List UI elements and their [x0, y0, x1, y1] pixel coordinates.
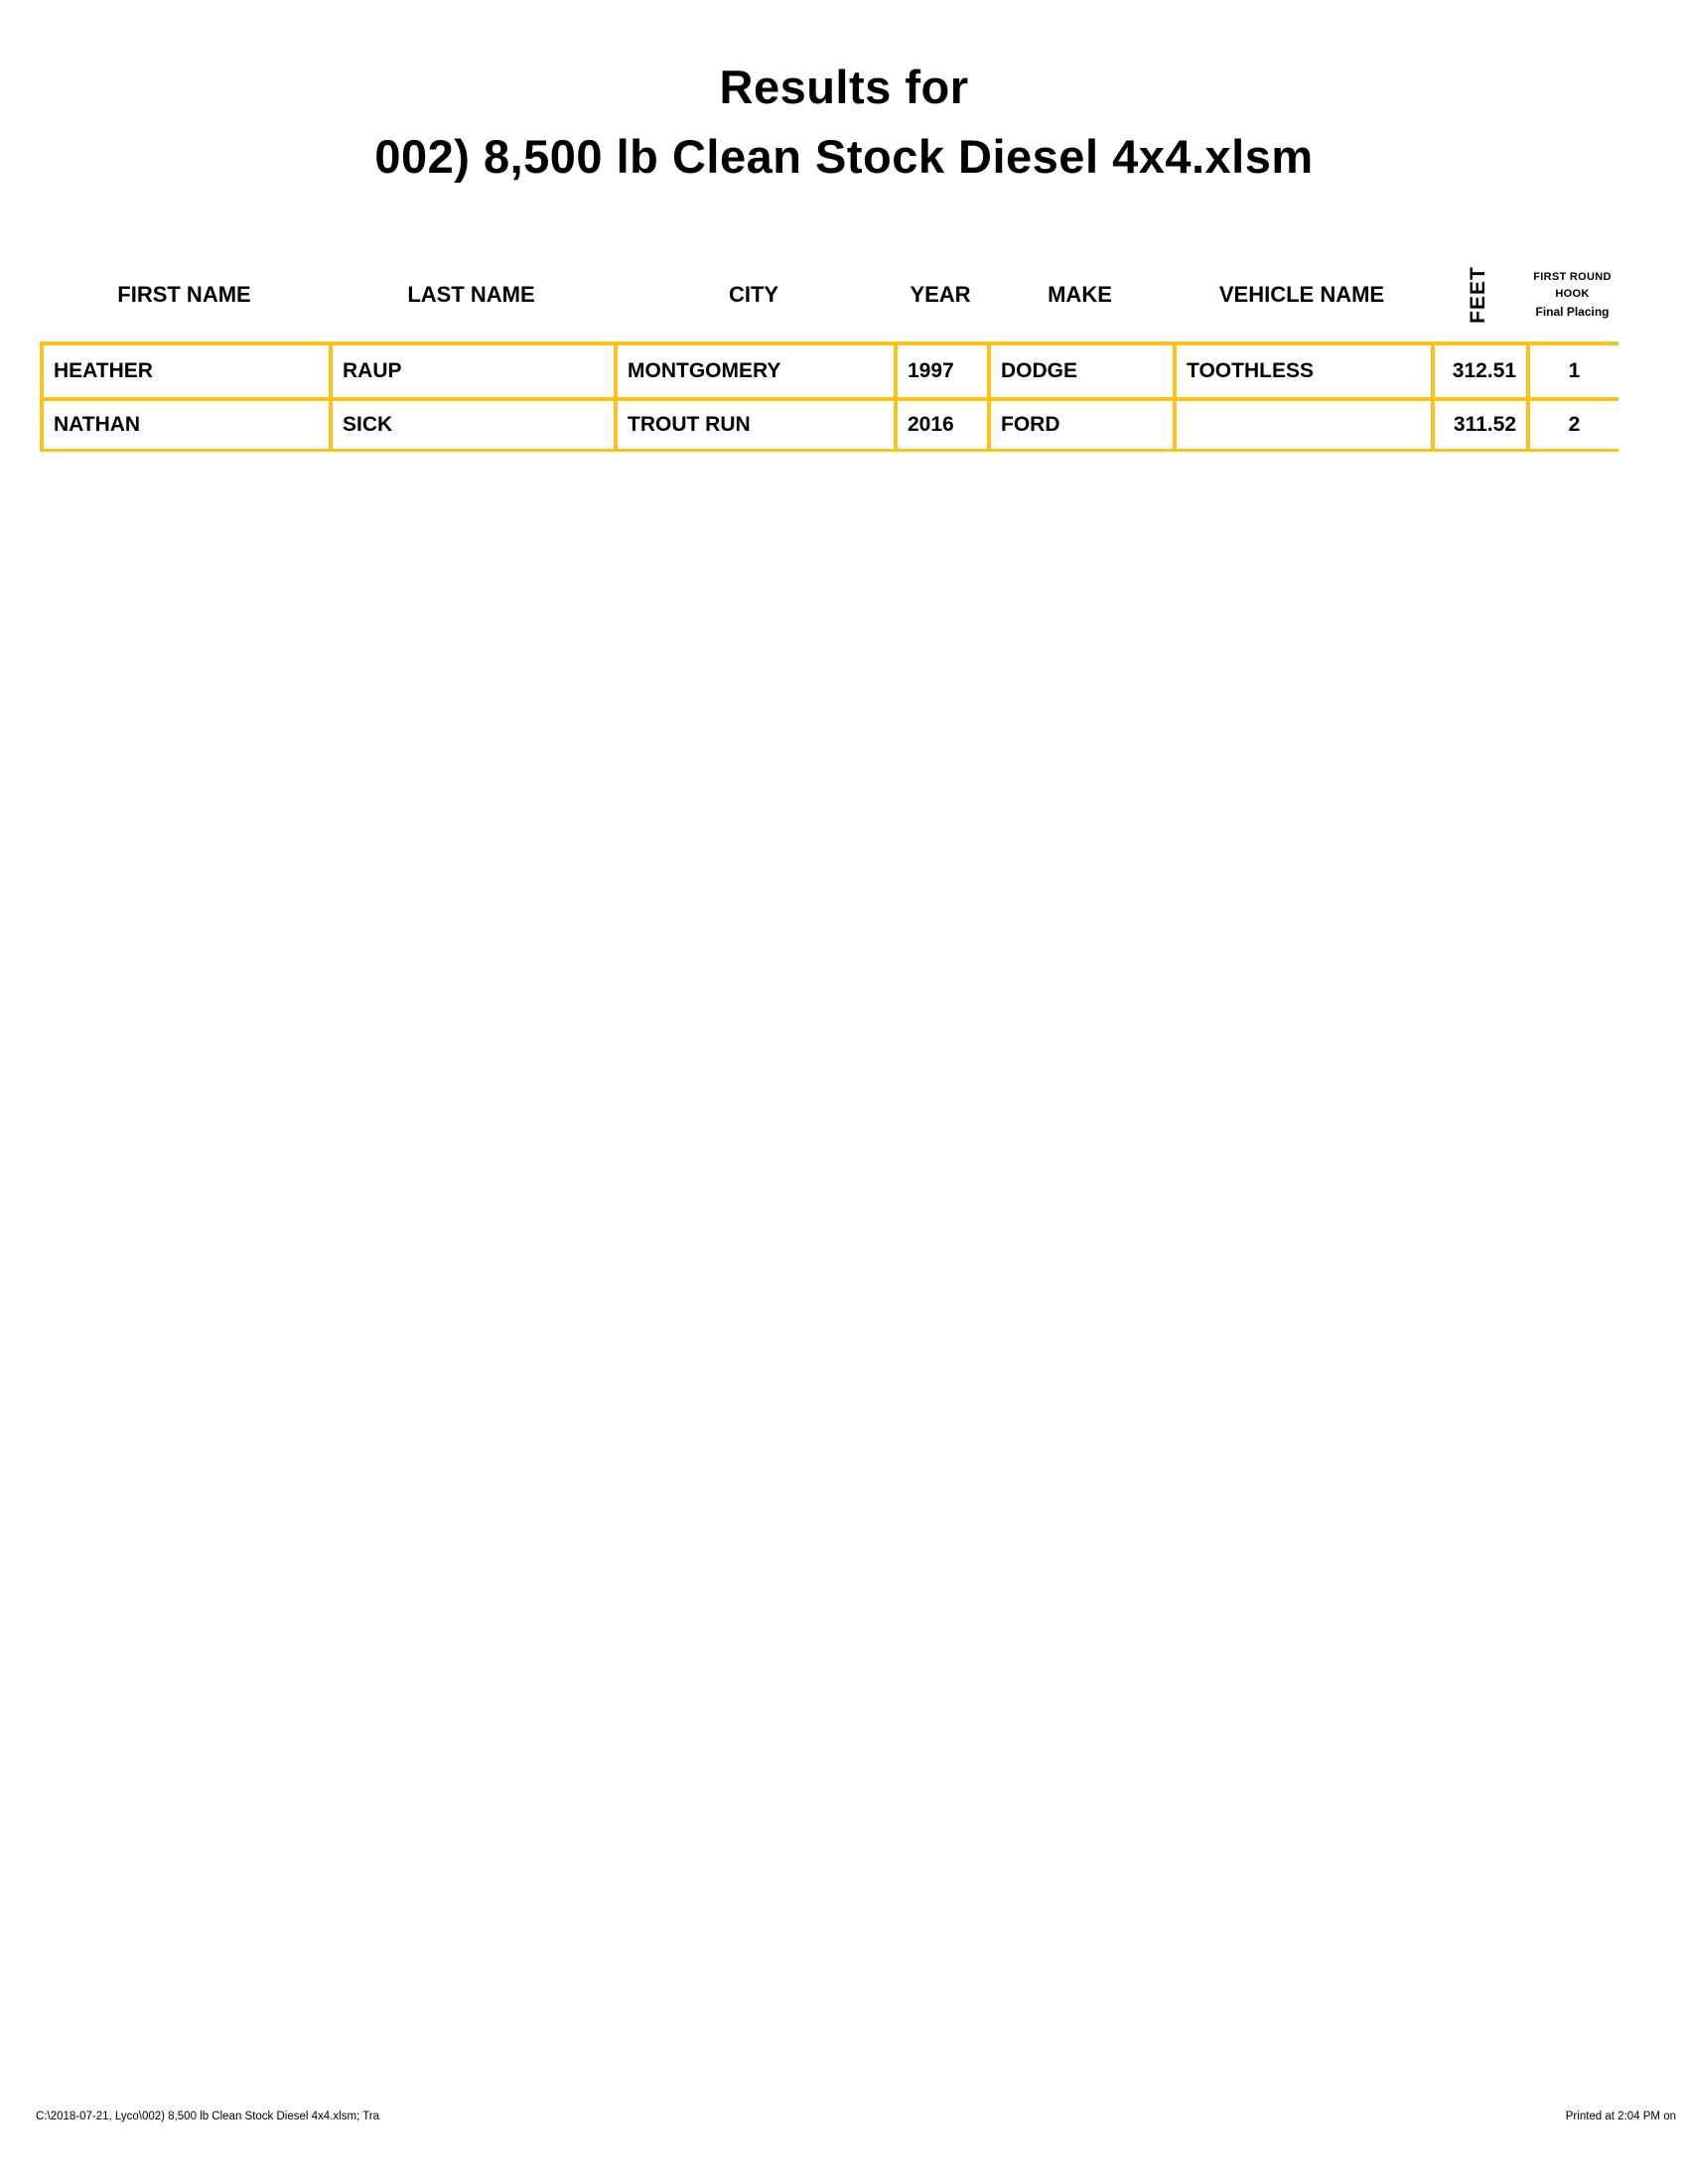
cell-last-name: RAUP [329, 345, 614, 397]
column-header-first-name: FIRST NAME [117, 282, 251, 307]
footer-file-path: C:\2018-07-21, Lyco\002) 8,500 lb Clean Stock Diesel 4x4.xlsm; Tra [36, 2111, 380, 2122]
cell-year: 2016 [894, 401, 987, 449]
cell-last-name: SICK [329, 401, 614, 449]
column-header-make: MAKE [1048, 282, 1112, 307]
table-header-row [40, 261, 1618, 329]
cell-placing: 1 [1526, 345, 1618, 397]
placing-header-line3: Final Placing [1535, 304, 1610, 319]
feet-rotated-label: FEET [1466, 266, 1489, 324]
column-header-city: CITY [728, 282, 779, 307]
cell-vehicle-name: TOOTHLESS [1173, 345, 1431, 397]
footer-printed-time: Printed at 2:04 PM on [1565, 2111, 1676, 2122]
cell-first-name: NATHAN [40, 401, 329, 449]
cell-year: 1997 [894, 345, 987, 397]
column-header-feet [1431, 261, 1526, 329]
results-table [40, 341, 1618, 452]
cell-placing: 2 [1526, 401, 1618, 449]
cell-make: FORD [987, 401, 1173, 449]
column-header-final-placing [1526, 261, 1618, 329]
column-header-last-name: LAST NAME [407, 282, 535, 307]
cell-city: MONTGOMERY [614, 345, 894, 397]
cell-feet: 312.51 [1431, 345, 1526, 397]
column-header-year: YEAR [910, 282, 971, 307]
page-title: Results for [719, 61, 969, 113]
table-row [40, 341, 1618, 397]
page-subtitle-filename: 002) 8,500 lb Clean Stock Diesel 4x4.xlsm [374, 130, 1314, 183]
cell-make: DODGE [987, 345, 1173, 397]
column-header-vehicle-name: VEHICLE NAME [1218, 282, 1385, 307]
cell-first-name: HEATHER [40, 345, 329, 397]
cell-vehicle-name [1173, 401, 1431, 449]
placing-header-line2: HOOK [1555, 287, 1590, 300]
table-row [40, 397, 1618, 452]
placing-header-line1: FIRST ROUND [1533, 270, 1612, 283]
cell-feet: 311.52 [1431, 401, 1526, 449]
cell-city: TROUT RUN [614, 401, 894, 449]
